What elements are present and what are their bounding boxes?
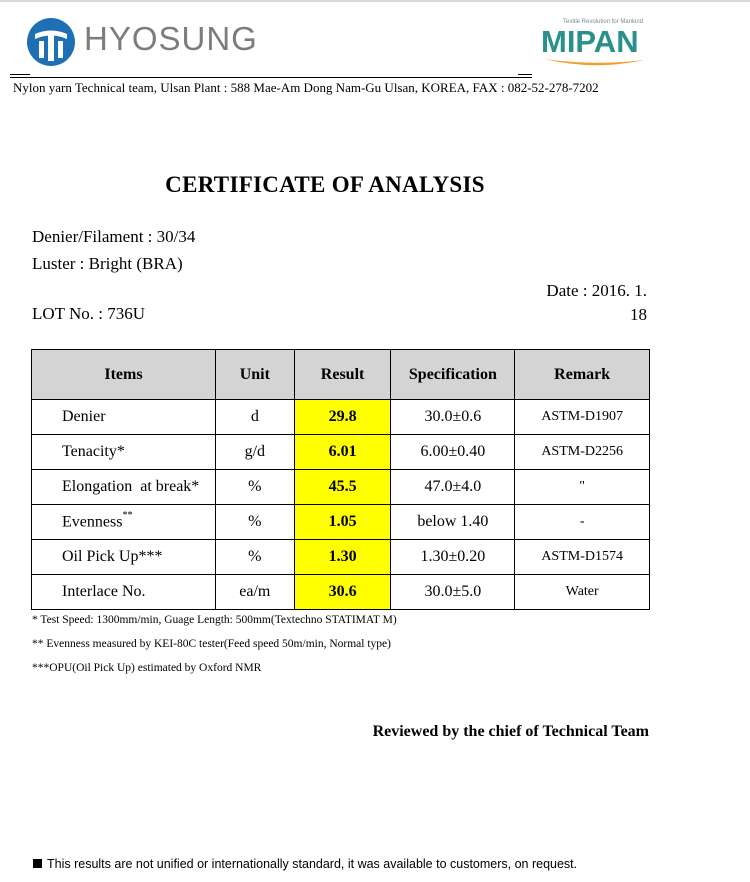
hyosung-logo-icon xyxy=(26,17,76,67)
result-cell: 6.01 xyxy=(294,435,391,470)
table-row xyxy=(32,505,650,540)
table-row xyxy=(32,435,650,470)
spec-cell: 6.00±0.40 xyxy=(391,435,515,470)
item-cell xyxy=(32,505,216,540)
footnote-test-speed: * Test Speed: 1300mm/min, Guage Length: 500mm(Textechno STATIMAT M) xyxy=(32,614,397,626)
remark-cell: " xyxy=(515,470,650,505)
header-rule-right xyxy=(518,74,532,75)
footer-text: This results are not unified or internationally standard, it was available to customers, on request. xyxy=(47,857,578,871)
header-rule xyxy=(10,77,532,78)
table-row xyxy=(32,540,650,575)
table-row xyxy=(32,400,650,435)
item-cell: Interlace No. xyxy=(32,575,216,610)
mipan-swoosh-icon xyxy=(540,57,650,69)
remark-cell: ASTM-D1574 xyxy=(515,540,650,575)
header-remark: Remark xyxy=(515,350,650,400)
company-name: HYOSUNG xyxy=(84,20,258,57)
analysis-table xyxy=(31,349,650,610)
remark-cell: ASTM-D2256 xyxy=(515,435,650,470)
result-cell: 30.6 xyxy=(294,575,391,610)
header-unit: Unit xyxy=(215,350,294,400)
date-line-1: Date : 2016. 1. xyxy=(546,281,647,300)
date-line-2: 18 xyxy=(630,305,647,324)
header-specification: Specification xyxy=(391,350,515,400)
table-header-row xyxy=(32,350,650,400)
item-footnote-mark: ** xyxy=(122,510,133,522)
unit-cell: g/d xyxy=(215,435,294,470)
unit-cell: d xyxy=(215,400,294,435)
luster: Luster : Bright (BRA) xyxy=(32,254,183,273)
item-cell: Denier xyxy=(32,400,216,435)
unit-cell: ea/m xyxy=(215,575,294,610)
footnote-opu: ***OPU(Oil Pick Up) estimated by Oxford NMR xyxy=(32,662,262,674)
spec-cell: below 1.40 xyxy=(391,505,515,540)
spec-cell: 1.30±0.20 xyxy=(391,540,515,575)
result-cell: 29.8 xyxy=(294,400,391,435)
spec-cell: 30.0±5.0 xyxy=(391,575,515,610)
item-label: Evenness xyxy=(62,513,123,531)
footer-disclaimer xyxy=(33,857,577,871)
mipan-logo: MIPAN xyxy=(541,24,639,59)
mipan-tagline: Textile Revolution for Mankind xyxy=(563,19,644,25)
header-rule-left xyxy=(10,74,30,75)
item-cell: Oil Pick Up*** xyxy=(32,540,216,575)
bullet-square-icon xyxy=(33,859,42,868)
spec-cell: 47.0±4.0 xyxy=(391,470,515,505)
item-cell: Elongation at break* xyxy=(32,470,216,505)
header-items: Items xyxy=(32,350,216,400)
unit-cell: % xyxy=(215,470,294,505)
footnote-evenness: ** Evenness measured by KEI-80C tester(Feed speed 50m/min, Normal type) xyxy=(32,638,391,650)
result-cell: 45.5 xyxy=(294,470,391,505)
denier-filament: Denier/Filament : 30/34 xyxy=(32,227,196,246)
table-row xyxy=(32,575,650,610)
unit-cell: % xyxy=(215,505,294,540)
page-title: CERTIFICATE OF ANALYSIS xyxy=(165,172,485,197)
remark-cell: Water xyxy=(515,575,650,610)
table-row xyxy=(32,470,650,505)
top-rule xyxy=(0,0,750,2)
item-cell: Tenacity* xyxy=(32,435,216,470)
remark-cell: ASTM-D1907 xyxy=(515,400,650,435)
plant-address: Nylon yarn Technical team, Ulsan Plant : 588 Mae-Am Dong Nam-Gu Ulsan, KOREA, FAX : 082-52-278-7202 xyxy=(13,80,599,95)
unit-cell: % xyxy=(215,540,294,575)
result-cell: 1.05 xyxy=(294,505,391,540)
result-cell: 1.30 xyxy=(294,540,391,575)
header-result: Result xyxy=(294,350,391,400)
reviewed-by: Reviewed by the chief of Technical Team xyxy=(372,723,649,740)
lot-number: LOT No. : 736U xyxy=(32,304,146,323)
remark-cell: - xyxy=(515,505,650,540)
spec-cell: 30.0±0.6 xyxy=(391,400,515,435)
